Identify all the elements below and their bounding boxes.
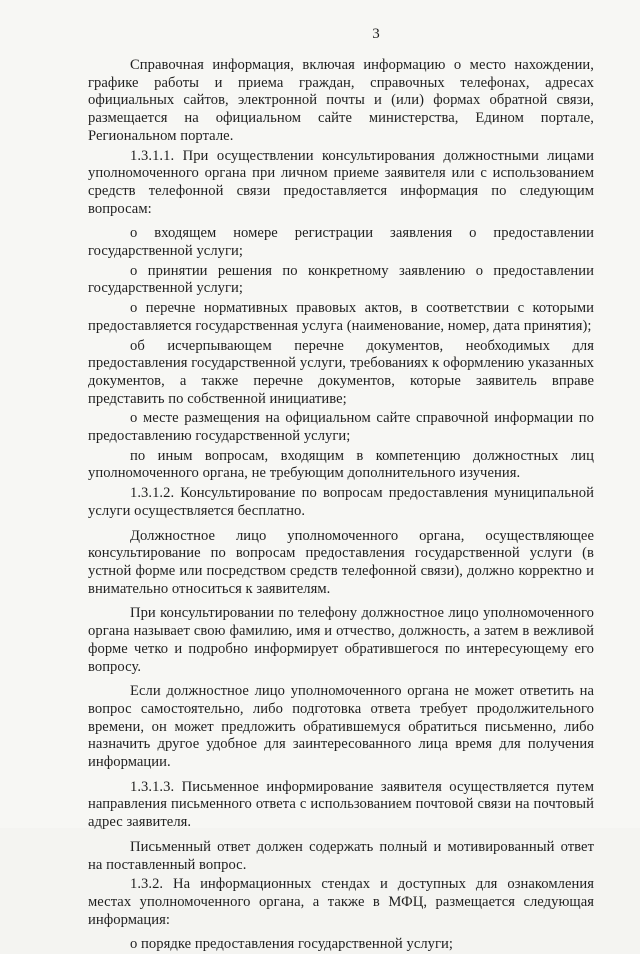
paragraph-1-3-1-2: 1.3.1.2. Консультирование по вопросам предоставления муниципальной услуги осуществляется бесплатно. <box>88 485 594 519</box>
list-item-procedure: о порядке предоставления государственной услуги; <box>130 936 454 953</box>
paragraph-1-3-1-3: 1.3.1.3. Письменное информирование заявителя осуществляется путем направления письменного ответа с использованием почтовой связи на почтовый адрес заявителя. <box>88 778 594 831</box>
paragraph-phone-consulting: При консультировании по телефону должностное лицо уполномоченного органа называет свою фамилию, имя и отчество, должность, а затем в вежливой форме четко и подробно информирует обратившегося по интересующему его вопросу. <box>88 605 594 675</box>
list-item-decision: о принятии решения по конкретному заявлению о предоставлении государственной услуги; <box>88 262 594 297</box>
paragraph-written-answer: Письменный ответ должен содержать полный и мотивированный ответ на поставленный вопрос. <box>88 838 594 873</box>
list-item-other-questions: по иным вопросам, входящим в компетенцию должностных лиц уполномоченного органа, не требующим дополнительного изучения. <box>88 447 594 482</box>
paragraph-reference-info: Справочная информация, включая информацию о место нахождении, графике работы и приема граждан, справочных телефонах, адресах официальных сайтов, электронной почты и (или) формах обратной связи, размещается на официальном сайте министерства, Едином портале, Региональном портале. <box>88 57 594 144</box>
list-item-website: о месте размещения на официальном сайте справочной информации по предоставлению государственной услуги; <box>88 410 594 445</box>
paragraph-official-conduct: Должностное лицо уполномоченного органа, осуществляющее консультирование по вопросам предоставления государственной услуги (в устной форме или посредством средств телефонной связи), должно корректно и внимательно относиться к заявителям. <box>88 527 594 597</box>
list-item-legal-acts: о перечне нормативных правовых актов, в соответствии с которыми предоставляется государственная услуга (наименование, номер, дата принятия); <box>88 300 594 334</box>
list-item-documents: об исчерпывающем перечне документов, необходимых для предоставления государственной услуги, требованиях к оформлению указанных документов, а также перечне документов, которые заявитель вправе представить по собственной инициативе; <box>88 337 594 407</box>
paragraph-cannot-answer: Если должностное лицо уполномоченного органа не может ответить на вопрос самостоятельно, либо подготовка ответа требует продолжительного времени, он может предложить обратившемуся обратиться письменно, либо назначить другое удобное для заинтересованного лица время для получения информации. <box>88 683 594 771</box>
list-item-registration-number: о входящем номере регистрации заявления о предоставлении государственной услуги; <box>88 225 594 260</box>
paragraph-1-3-2: 1.3.2. На информационных стендах и доступных для ознакомления местах уполномоченного органа, а также в МФЦ, размещается следующая информация: <box>88 876 594 928</box>
page-number: 3 <box>372 26 380 42</box>
paragraph-1-3-1-1: 1.3.1.1. При осуществлении консультирования должностными лицами уполномоченного органа при личном приеме заявителя или с использованием средств телефонной связи предоставляется информация по следующим вопросам: <box>88 147 594 217</box>
